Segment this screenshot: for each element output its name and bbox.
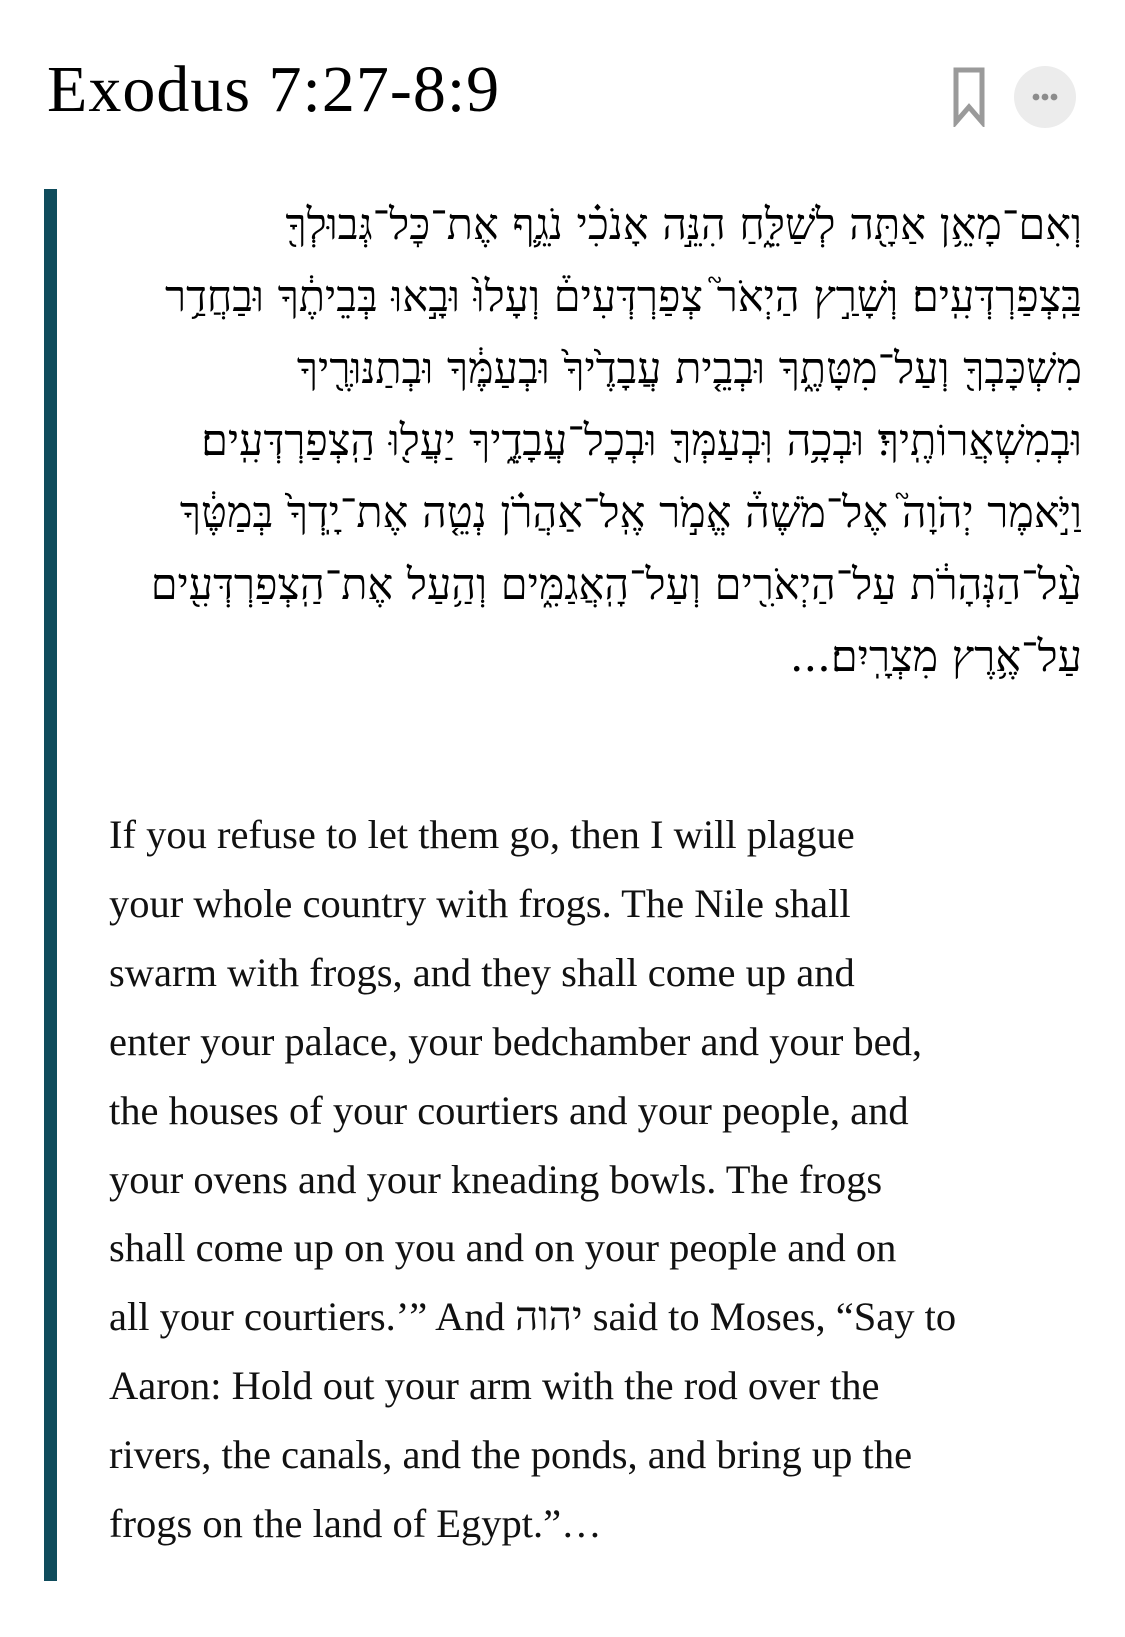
bookmark-button[interactable] (952, 67, 986, 127)
translation-line: Aaron: Hold out your arm with the rod over the (109, 1363, 880, 1409)
translation-line: rivers, the canals, and the ponds, and bring up the (109, 1432, 913, 1478)
more-options-icon (1014, 66, 1076, 128)
hebrew-text: וְאִם־מָאֵ֥ן אַתָּ֖ה לְשַׁלֵּ֑חַ הִנֵּ֣ה אָנֹכִ֗י נֹגֵ֛ף אֶת־כׇּל־גְּבוּלְךָ֖ בַּֽצְפַרְדְּעִֽים׃ וְשָׁרַ֣ץ הַיְאֹר֮ צְפַרְדְּעִים֒ וְעָלוּ֙ וּבָ֣אוּ בְּבֵיתֶ֔ךָ וּבַחֲדַ֥ר מִשְׁכָּבְךָ֖ וְעַל־מִטָּתֶ֑ךָ וּבְבֵ֤ית עֲבָדֶ֙יךָ֙ וּבְעַמֶּ֔ךָ וּבְתַנּוּרֶ֖יךָ וּבְמִשְׁאֲרוֹתֶֽיךָ׃ וּבְכָ֥ה וּֽבְעַמְּךָ֖ וּבְכׇל־עֲבָדֶ֑יךָ יַעֲל֖וּ הַֽצְפַרְדְּעִֽים׃ וַיֹּ֣אמֶר יְהֹוָה֮ אֶל־מֹשֶׁה֒ אֱמֹ֣ר אֶֽל־אַהֲרֹ֗ן נְטֵ֤ה אֶת־יָֽדְךָ֙ בְּמַטֶּ֔ךָ עַ֨ל־הַנְּהָרֹ֔ת עַל־הַיְאֹרִ֖ים וְעַל־הָֽאֲגַמִּ֑ים וְהַ֥עַל אֶת־הַֽצְפַרְדְּעִ֖ים עַל־אֶ֥רֶץ מִצְרָֽיִם׃... (150, 200, 1082, 682)
translation-line: enter your palace, your bedchamber and your bed, (109, 1018, 923, 1064)
header (0, 0, 1125, 180)
translation-line: all your courtiers.’” And יהוה said to Moses, “Say to (109, 1294, 957, 1340)
translation-line: shall come up on you and on your people and on (109, 1225, 897, 1271)
translation-line: your ovens and your kneading bowls. The frogs (109, 1156, 883, 1202)
translation-line: frogs on the land of Egypt.”… (109, 1501, 602, 1547)
translation-line: your whole country with frogs. The Nile shall (109, 880, 851, 926)
page-title: Exodus 7:27-8:9 (47, 53, 501, 126)
translation-line: swarm with frogs, and they shall come up and (109, 949, 855, 995)
passage-accent-bar (44, 189, 57, 1581)
passage-card[interactable] (44, 189, 1082, 1581)
translation-line: If you refuse to let them go, then I will plague (109, 812, 855, 857)
more-options-button[interactable] (1014, 66, 1076, 128)
bookmark-icon (952, 67, 986, 127)
translation-line: the houses of your courtiers and your people, and (109, 1087, 909, 1133)
english-translation (109, 801, 1084, 1559)
